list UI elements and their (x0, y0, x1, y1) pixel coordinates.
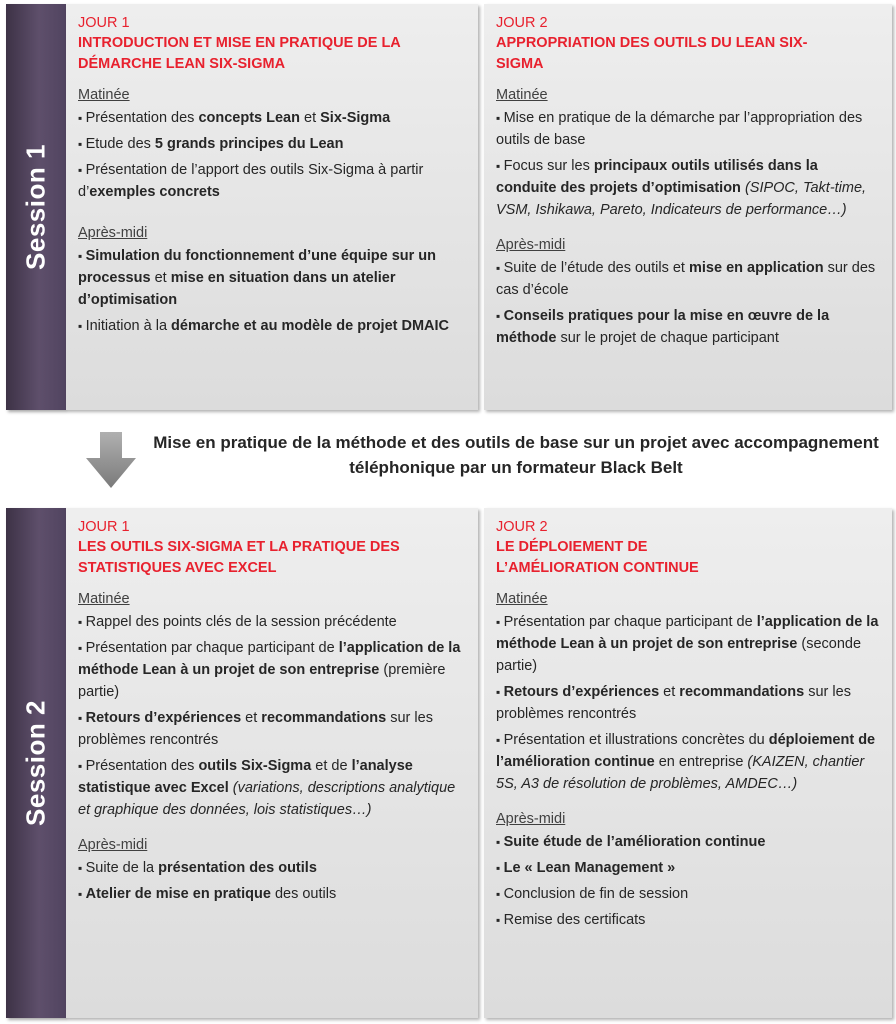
list-item: ▪ Etude des 5 grands principes du Lean (78, 133, 466, 155)
day-label: JOUR 2 (496, 15, 548, 31)
morning-list (78, 107, 466, 203)
list-item: ▪ Suite étude de l’amélioration continue (496, 831, 880, 853)
list-item: ▪ Focus sur les principaux outils utilisés dans la conduite des projets d’optimisation (SIPOC, Takt-time, VSM, Ishikawa, Pareto, Indicateurs de performance…) (496, 155, 880, 221)
list-item: ▪ Présentation de l’apport des outils Six-Sigma à partir d’exemples concrets (78, 159, 466, 203)
afternoon-list (496, 831, 880, 931)
list-item: ▪ Retours d’expériences et recommandations sur les problèmes rencontrés (78, 707, 466, 751)
afternoon-list (78, 857, 466, 905)
list-item: ▪ Rappel des points clés de la session précédente (78, 611, 466, 633)
list-item: ▪ Le « Lean Management » (496, 857, 880, 879)
list-item: ▪ Présentation et illustrations concrètes du déploiement de l’amélioration continue en entreprise (KAIZEN, chantier 5S, A3 de résolution de problèmes, AMDEC…) (496, 729, 880, 795)
afternoon-list (78, 245, 466, 337)
list-item: ▪ Présentation par chaque participant de l’application de la méthode Lean à un projet de son entreprise (première partie) (78, 637, 466, 703)
morning-label: Matinée (78, 87, 130, 103)
session-1-tab (6, 4, 66, 410)
day-title: LE DÉPLOIEMENT DE L’AMÉLIORATION CONTINUE (496, 539, 699, 576)
morning-label: Matinée (78, 591, 130, 607)
down-arrow-icon (86, 432, 136, 488)
afternoon-label: Après-midi (78, 837, 148, 853)
day-label: JOUR 1 (78, 519, 130, 535)
list-item: ▪ Simulation du fonctionnement d’une équipe sur un processus et mise en situation dans un atelier d’optimisation (78, 245, 466, 311)
morning-list (78, 611, 466, 821)
morning-label: Matinée (496, 591, 548, 607)
list-item: ▪ Présentation des concepts Lean et Six-Sigma (78, 107, 466, 129)
list-item: ▪ Atelier de mise en pratique des outils (78, 883, 466, 905)
list-item: ▪ Retours d’expériences et recommandations sur les problèmes rencontrés (496, 681, 880, 725)
session-1-day-2 (484, 4, 892, 410)
list-item: ▪ Initiation à la démarche et au modèle de projet DMAIC (78, 315, 466, 337)
session-2-day-1 (66, 508, 478, 1018)
session-1-label: Session 1 (20, 144, 51, 270)
list-item: ▪ Mise en pratique de la démarche par l’appropriation des outils de base (496, 107, 880, 151)
session-2-tab (6, 508, 66, 1018)
session-1 (6, 4, 892, 410)
day-title: APPROPRIATION DES OUTILS DU LEAN SIX-SIGMA (496, 35, 808, 72)
day-label: JOUR 1 (78, 15, 130, 31)
transition-text: Mise en pratique de la méthode et des outils de base sur un projet avec accompagnement téléphonique par un formateur Black Belt (153, 433, 879, 477)
list-item: ▪ Conseils pratiques pour la mise en œuvre de la méthode sur le projet de chaque participant (496, 305, 880, 349)
morning-list (496, 107, 880, 221)
day-label: JOUR 2 (496, 519, 548, 535)
morning-label: Matinée (496, 87, 548, 103)
afternoon-label: Après-midi (78, 225, 148, 241)
list-item: ▪ Suite de l’étude des outils et mise en application sur des cas d’école (496, 257, 880, 301)
transition-section (82, 420, 892, 490)
session-2-day-2 (484, 508, 892, 1018)
list-item: ▪ Présentation des outils Six-Sigma et de l’analyse statistique avec Excel (variations, descriptions analytique et graphique des données, lois statistiques…) (78, 755, 466, 821)
list-item: ▪ Remise des certificats (496, 909, 880, 931)
list-item: ▪ Présentation par chaque participant de l’application de la méthode Lean à un projet de son entreprise (seconde partie) (496, 611, 880, 677)
session-2-label: Session 2 (20, 700, 51, 826)
list-item: ▪ Suite de la présentation des outils (78, 857, 466, 879)
afternoon-label: Après-midi (496, 811, 566, 827)
list-item: ▪ Conclusion de fin de session (496, 883, 880, 905)
day-title: LES OUTILS SIX-SIGMA ET LA PRATIQUE DES STATISTIQUES AVEC EXCEL (78, 539, 400, 576)
afternoon-list (496, 257, 880, 349)
session-1-day-1 (66, 4, 478, 410)
afternoon-label: Après-midi (496, 237, 566, 253)
day-title: INTRODUCTION ET MISE EN PRATIQUE DE LA DÉMARCHE LEAN SIX-SIGMA (78, 35, 401, 72)
session-2 (6, 508, 892, 1018)
morning-list (496, 611, 880, 795)
